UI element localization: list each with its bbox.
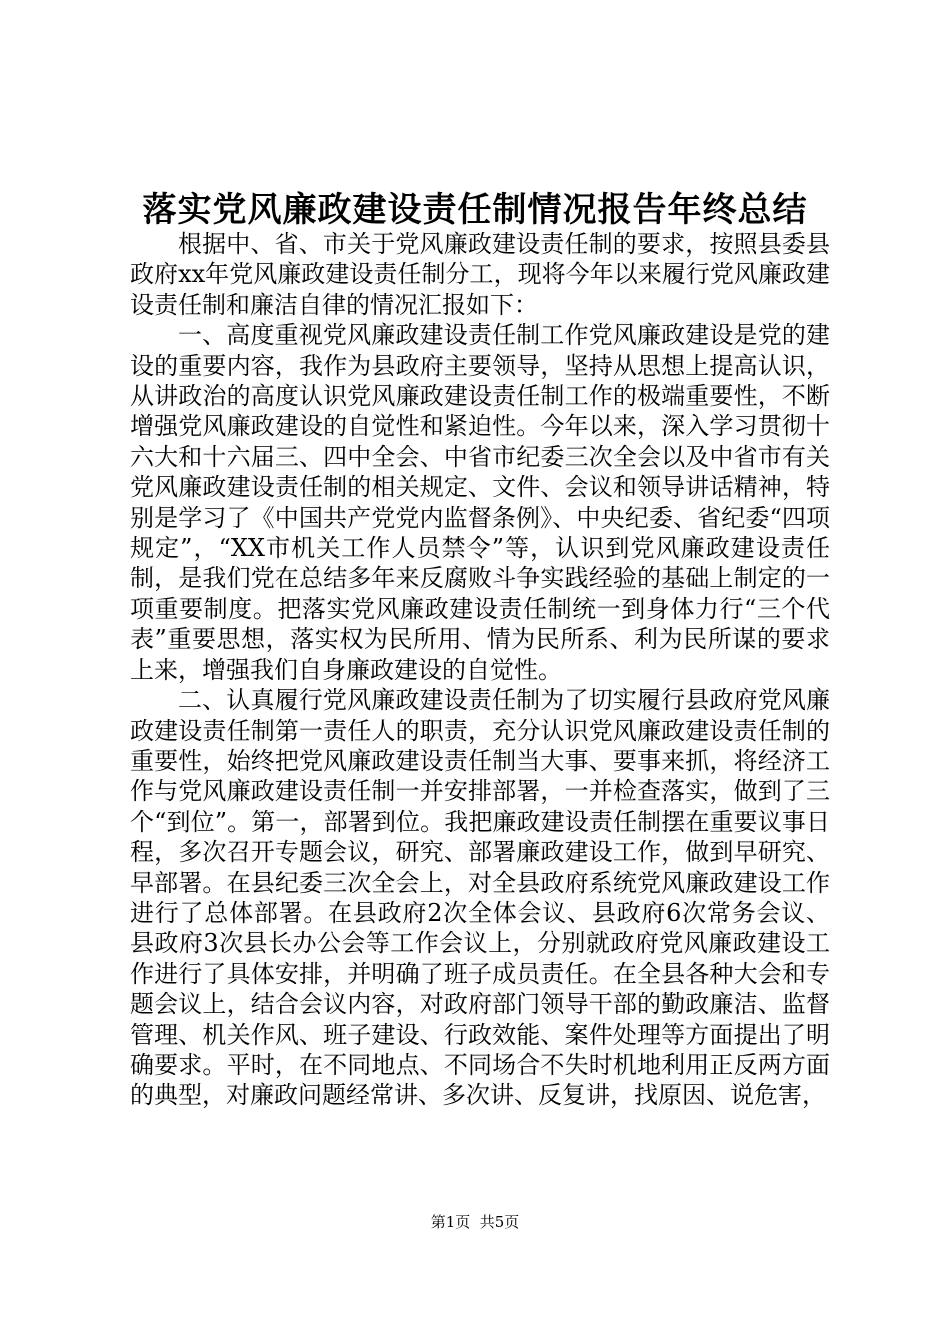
document-title: 落实党风廉政建设责任制情况报告年终总结 — [142, 190, 808, 230]
page-number: 第1页 共5页 — [430, 1213, 520, 1231]
paragraph-intro: 根据中、省、市关于党风廉政建设责任制的要求，按照县委县政府xx年党风廉政建设责任制分工，现将今年以来履行党风廉政建设责任制和廉洁自律的情况汇报如下： — [130, 230, 830, 319]
paragraph-section-one: 一、高度重视党风廉政建设责任制工作党风廉政建设是党的建设的重要内容，我作为县政府主要领导，坚持从思想上提高认识，从讲政治的高度认识党风廉政建设责任制工作的极端重要性，不断增强党风廉政建设的自觉性和紧迫性。今年以来，深入学习贯彻十六大和十六届三、四中全会、中省市纪委三次全会以及中省市有关党风廉政建设责任制的相关规定、文件、会议和领导讲话精神，特别是学习了《中国共产党党内监督条例》、中央纪委、省纪委“四项规定”，“XX市机关工作人员禁令”等，认识到党风廉政建设责任制，是我们党在总结多年来反腐败斗争实践经验的基础上制定的一项重要制度。把落实党风廉政建设责任制统一到身体力行“三个代表”重要思想，落实权为民所用、情为民所系、利为民所谋的要求上来，增强我们自身廉政建设的自觉性。 — [130, 321, 830, 684]
paragraph-section-two: 二、认真履行党风廉政建设责任制为了切实履行县政府党风廉政建设责任制第一责任人的职责，充分认识党风廉政建设责任制的重要性，始终把党风廉政建设责任制当大事、要事来抓，将经济工作与党风廉政建设责任制一并安排部署，一并检查落实，做到了三个“到位”。第一，部署到位。我把廉政建设责任制摆在重要议事日程，多次召开专题会议，研究、部署廉政建设工作，做到早研究、早部署。在县纪委三次全会上，对全县政府系统党风廉政建设工作进行了总体部署。在县政府2次全体会议、县政府6次常务会议、县政府3次县长办公会等工作会议上，分别就政府党风廉政建设工作进行了具体安排，并明确了班子成员责任。在全县各种大会和专题会议上，结合会议内容，对政府部门领导干部的勤政廉洁、监督管理、机关作风、班子建设、行政效能、案件处理等方面提出了明确要求。平时，在不同地点、不同场合不失时机地利用正反两方面的典型，对廉政问题经常讲、多次讲、反复讲，找原因、说危害， — [130, 686, 830, 1110]
page-footer — [0, 1212, 950, 1232]
document-body — [130, 229, 830, 1111]
